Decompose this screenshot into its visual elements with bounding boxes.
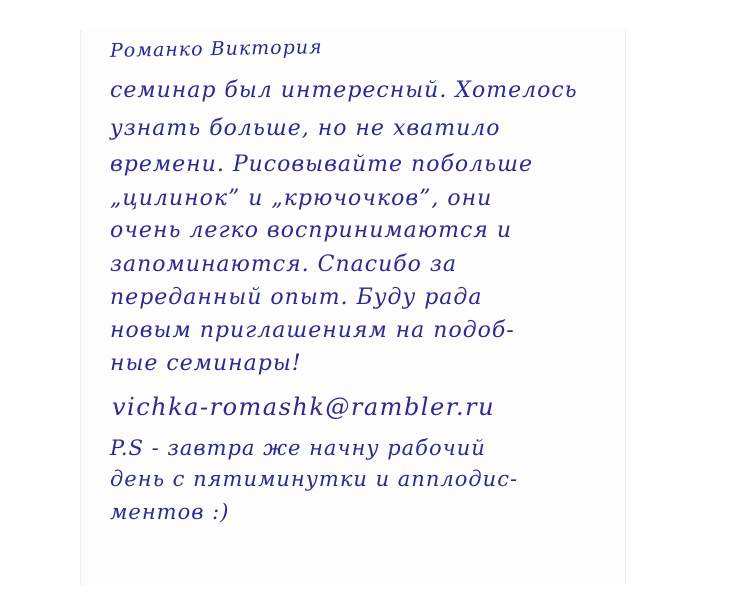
- body-line: семинар был интересный. Хотелось: [110, 78, 578, 103]
- body-line: запоминаются. Спасибо за: [110, 252, 458, 277]
- postscript-line: день с пятиминутки и апплодис-: [110, 467, 519, 491]
- body-line: новым приглашениям на подоб-: [110, 318, 515, 343]
- body-line: „цилинок” и „крючочков”, они: [110, 186, 493, 211]
- body-line: времени. Рисовывайте побольше: [110, 152, 533, 177]
- body-line: переданный опыт. Буду рада: [110, 285, 483, 310]
- body-line: очень легко воспринимаются и: [110, 218, 513, 243]
- body-line: ные семинары!: [110, 351, 302, 376]
- postscript-line: ментов :): [110, 500, 230, 524]
- email-address: vichka-romashk@rambler.ru: [112, 393, 496, 421]
- author-name: Романко Виктория: [109, 36, 323, 62]
- body-line: узнать больше, но не хватило: [110, 116, 501, 141]
- postscript-line: P.S - завтра же начну рабочий: [110, 436, 486, 460]
